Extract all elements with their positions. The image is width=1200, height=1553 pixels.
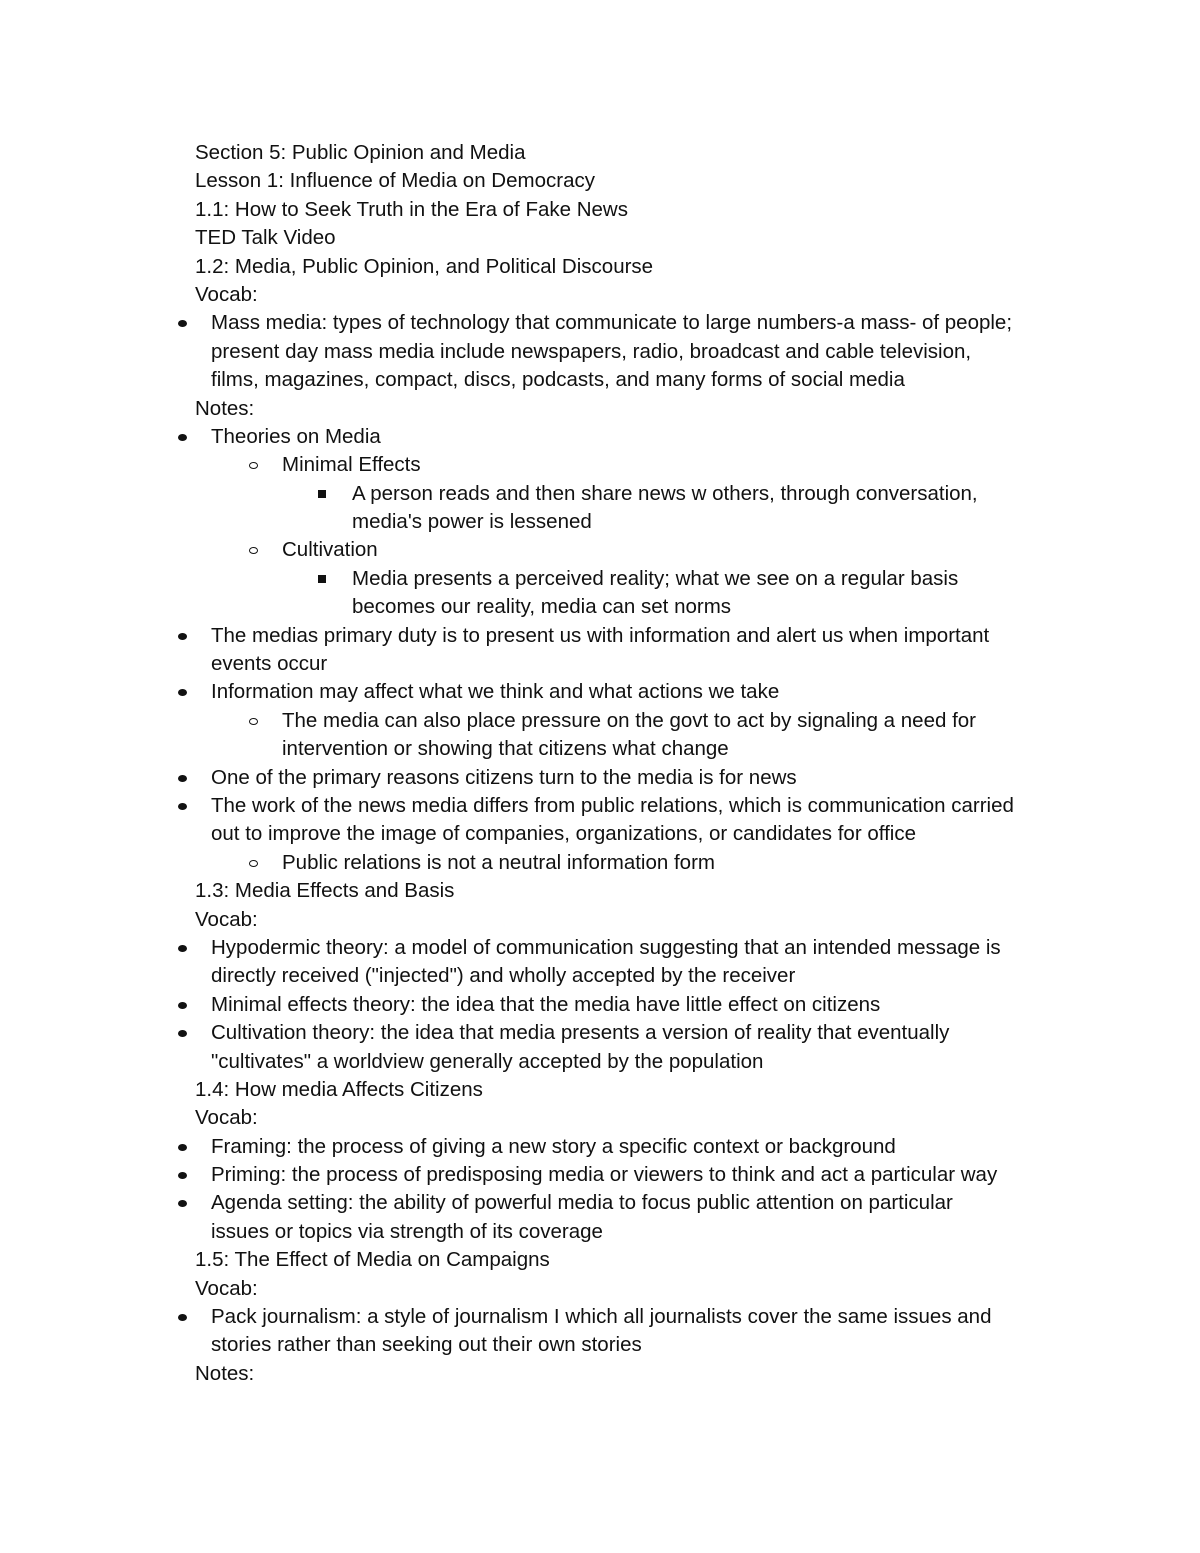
document-line xyxy=(0,593,1200,621)
line-text: intervention or showing that citizens what change xyxy=(282,737,729,761)
document-line xyxy=(0,1133,1200,1161)
document-line xyxy=(0,1104,1200,1132)
line-text: issues or topics via strength of its coverage xyxy=(211,1219,603,1243)
line-text: One of the primary reasons citizens turn to the media is for news xyxy=(211,765,797,789)
line-text: 1.5: The Effect of Media on Campaigns xyxy=(195,1248,550,1272)
document-line xyxy=(0,1275,1200,1303)
document-line xyxy=(0,253,1200,281)
document-line xyxy=(0,536,1200,564)
disc-bullet-icon xyxy=(178,1314,187,1321)
line-text: present day mass media include newspapers, radio, broadcast and cable television, xyxy=(211,339,972,363)
line-text: Vocab: xyxy=(195,1276,258,1300)
circle-bullet-icon xyxy=(249,860,258,867)
line-text: Hypodermic theory: a model of communication suggesting that an intended message is xyxy=(211,935,1001,959)
line-text: Mass media: types of technology that communicate to large numbers-a mass- of people; xyxy=(211,311,1013,335)
square-bullet-icon xyxy=(318,490,326,498)
line-text: becomes our reality, media can set norms xyxy=(352,595,732,619)
document-line xyxy=(0,906,1200,934)
line-text: media's power is lessened xyxy=(352,510,592,534)
document-line xyxy=(0,820,1200,848)
line-text: stories rather than seeking out their own stories xyxy=(211,1333,642,1357)
document-line xyxy=(0,849,1200,877)
disc-bullet-icon xyxy=(178,775,187,782)
document-line xyxy=(0,622,1200,650)
line-text: Pack journalism: a style of journalism I which all journalists cover the same issues and xyxy=(211,1305,992,1329)
disc-bullet-icon xyxy=(178,689,187,696)
line-text: 1.2: Media, Public Opinion, and Political Discourse xyxy=(195,254,654,278)
document-line xyxy=(0,1218,1200,1246)
line-text: 1.4: How media Affects Citizens xyxy=(195,1077,483,1101)
document-line xyxy=(0,764,1200,792)
document-line xyxy=(0,480,1200,508)
line-text: 1.3: Media Effects and Basis xyxy=(195,879,455,903)
line-text: Minimal effects theory: the idea that the media have little effect on citizens xyxy=(211,992,881,1016)
document-line xyxy=(0,508,1200,536)
line-text: 1.1: How to Seek Truth in the Era of Fake News xyxy=(195,197,628,221)
line-text: directly received ("injected") and wholly accepted by the receiver xyxy=(211,964,796,988)
line-text: TED Talk Video xyxy=(195,226,336,250)
document-line xyxy=(0,1019,1200,1047)
disc-bullet-icon xyxy=(178,1200,187,1207)
document-line xyxy=(0,366,1200,394)
document-line xyxy=(0,139,1200,167)
document-line xyxy=(0,1048,1200,1076)
line-text: events occur xyxy=(211,652,328,676)
disc-bullet-icon xyxy=(178,803,187,810)
document-line xyxy=(0,1303,1200,1331)
line-text: "cultivates" a worldview generally accepted by the population xyxy=(211,1049,764,1073)
line-text: Vocab: xyxy=(195,1106,258,1130)
line-text: Notes: xyxy=(195,1361,255,1385)
document-line xyxy=(0,1331,1200,1359)
line-text: Media presents a perceived reality; what we see on a regular basis xyxy=(352,566,959,590)
line-text: The media can also place pressure on the govt to act by signaling a need for xyxy=(282,708,977,732)
document-line xyxy=(0,934,1200,962)
document-line xyxy=(0,1161,1200,1189)
line-text: out to improve the image of companies, organizations, or candidates for office xyxy=(211,822,916,846)
document-line xyxy=(0,1189,1200,1217)
disc-bullet-icon xyxy=(178,945,187,952)
disc-bullet-icon xyxy=(178,434,187,441)
line-text: Cultivation xyxy=(282,538,378,562)
document-line xyxy=(0,395,1200,423)
document-line xyxy=(0,565,1200,593)
line-text: Information may affect what we think and what actions we take xyxy=(211,680,780,704)
line-text: Vocab: xyxy=(195,282,258,306)
document-line xyxy=(0,196,1200,224)
document-line xyxy=(0,338,1200,366)
document-line xyxy=(0,792,1200,820)
document-line xyxy=(0,167,1200,195)
document-line xyxy=(0,309,1200,337)
square-bullet-icon xyxy=(318,575,326,583)
line-text: A person reads and then share news w others, through conversation, xyxy=(352,481,978,505)
document-line xyxy=(0,281,1200,309)
document-line xyxy=(0,962,1200,990)
document-line xyxy=(0,423,1200,451)
document-line xyxy=(0,1076,1200,1104)
document-line xyxy=(0,1246,1200,1274)
document-line xyxy=(0,678,1200,706)
disc-bullet-icon xyxy=(178,1002,187,1009)
line-text: Notes: xyxy=(195,396,255,420)
document-line xyxy=(0,650,1200,678)
document-line xyxy=(0,707,1200,735)
document-line xyxy=(0,877,1200,905)
document-page xyxy=(0,139,1200,1388)
circle-bullet-icon xyxy=(249,718,258,725)
line-text: Section 5: Public Opinion and Media xyxy=(195,141,526,164)
line-text: Vocab: xyxy=(195,907,258,931)
document-line xyxy=(0,224,1200,252)
line-text: Framing: the process of giving a new story a specific context or background xyxy=(211,1134,896,1158)
line-text: Public relations is not a neutral information form xyxy=(282,850,715,874)
document-line xyxy=(0,1360,1200,1388)
circle-bullet-icon xyxy=(249,462,258,469)
document-line xyxy=(0,735,1200,763)
line-text: films, magazines, compact, discs, podcasts, and many forms of social media xyxy=(211,368,905,392)
disc-bullet-icon xyxy=(178,1172,187,1179)
line-text: Minimal Effects xyxy=(282,453,421,477)
disc-bullet-icon xyxy=(178,633,187,640)
disc-bullet-icon xyxy=(178,1144,187,1151)
line-text: Theories on Media xyxy=(211,424,381,448)
line-text: Agenda setting: the ability of powerful media to focus public attention on particular xyxy=(211,1191,953,1215)
circle-bullet-icon xyxy=(249,547,258,554)
line-text: Cultivation theory: the idea that media presents a version of reality that eventually xyxy=(211,1021,950,1045)
disc-bullet-icon xyxy=(178,320,187,327)
disc-bullet-icon xyxy=(178,1030,187,1037)
line-text: The medias primary duty is to present us with information and alert us when important xyxy=(211,623,990,647)
line-text: The work of the news media differs from public relations, which is communication carried xyxy=(211,793,1014,817)
line-text: Lesson 1: Influence of Media on Democracy xyxy=(195,169,595,193)
document-line xyxy=(0,451,1200,479)
document-line xyxy=(0,991,1200,1019)
line-text: Priming: the process of predisposing media or viewers to think and act a particular way xyxy=(211,1163,998,1187)
